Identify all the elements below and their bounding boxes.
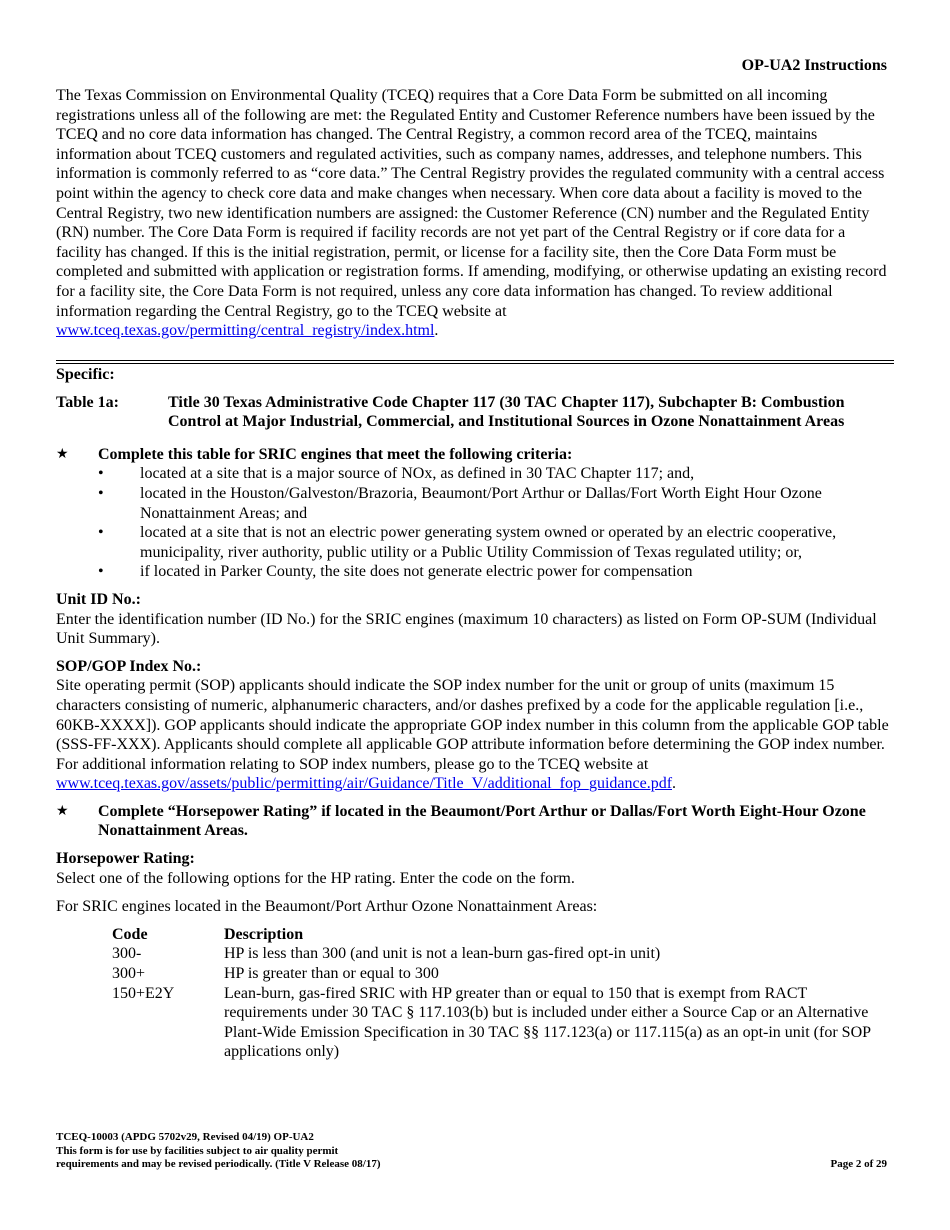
specific-heading: Specific: [56, 366, 115, 383]
footer-line-2: This form is for use by facilities subject to air quality permit [56, 1144, 339, 1157]
code-cell: 300- [112, 945, 142, 963]
footer-form-id: TCEQ-10003 (APDG 5702v29, Revised 04/19) OP-UA2 [56, 1131, 314, 1143]
star-icon: ★ [56, 803, 69, 819]
star-icon: ★ [56, 446, 69, 462]
horsepower-text-2: For SRIC engines located in the Beaumont/Port Arthur Ozone Nonattainment Areas: [56, 898, 598, 916]
list-item [56, 484, 892, 523]
table-row [112, 944, 892, 964]
intro-end: . [434, 322, 439, 340]
footer-line-3: requirements and may be revised periodically. (Title V Release 08/17) [56, 1158, 381, 1170]
list-item-text: located at a site that is not an electric power generating system owned or operated by an electric cooperative, municipality, river authority, public utility or a Public Utility Commission of Texas regulated utility; or, [140, 524, 837, 561]
code-cell: 300+ [112, 965, 146, 983]
section-divider [56, 360, 894, 364]
list-item [56, 523, 892, 562]
unit-id-section [56, 590, 892, 649]
table-label: Table 1a: [56, 393, 119, 411]
sop-gop-end: . [672, 775, 677, 793]
list-item-text: located in the Houston/Galveston/Brazoria, Beaumont/Port Arthur or Dallas/Fort Worth Eight Hour Ozone Nonattainment Areas; and [140, 484, 822, 522]
horsepower-section [56, 849, 892, 1062]
description-column-header: Description [224, 925, 304, 943]
bullet-icon: • [98, 484, 104, 502]
sop-gop-section [56, 657, 892, 794]
bullet-icon: • [98, 563, 104, 581]
page-number: Page 2 of 29 [830, 1158, 887, 1170]
description-cell: HP is greater than or equal to 300 [224, 965, 439, 983]
code-cell: 150+E2Y [112, 984, 175, 1002]
document-footer [56, 1131, 892, 1172]
criteria-list [56, 464, 892, 582]
horsepower-instruction-text: Complete “Horsepower Rating” if located in the Beaumont/Port Arthur or Dallas/Fort Worth Eight-Hour Ozone Nonattainment Areas. [98, 802, 866, 840]
table-header-row [112, 925, 892, 945]
sop-gop-text: Site operating permit (SOP) applicants should indicate the SOP index number for the unit or group of units (maximum 15 characters consisting of numeric, alphanumeric characters, and/or dashes prefixed by a code for the applicable regulation [i.e., 60KB-XXXX]). GOP applicants should indicate the appropriate GOP index number in this column from the applicable GOP table (SSS-FF-XXX). Applicants should complete all applicable GOP attribute information before determining the GOP index number. For additional information relating to SOP index numbers, please go to the TCEQ website at [56, 677, 889, 773]
list-item [56, 464, 892, 484]
criteria-instruction [56, 445, 892, 465]
table-row [112, 984, 892, 1062]
intro-paragraph [56, 86, 892, 341]
bullet-icon: • [98, 524, 104, 542]
fop-guidance-link[interactable]: www.tceq.texas.gov/assets/public/permitting/air/Guidance/Title_V/additional_fop_guidance.pdf [56, 775, 673, 793]
sop-gop-title: SOP/GOP Index No.: [56, 657, 202, 675]
description-cell: HP is less than 300 (and unit is not a lean-burn gas-fired opt-in unit) [224, 945, 661, 963]
document-header-title: OP-UA2 Instructions [741, 57, 887, 74]
code-column-header: Code [112, 925, 148, 943]
criteria-instruction-text: Complete this table for SRIC engines that meet the following criteria: [98, 445, 573, 463]
table-heading [56, 393, 892, 432]
list-item-text: if located in Parker County, the site does not generate electric power for compensation [140, 563, 693, 581]
horsepower-instruction [56, 802, 892, 841]
main-content [56, 365, 892, 1062]
horsepower-title: Horsepower Rating: [56, 850, 195, 868]
sop-gop-paragraph [56, 676, 892, 794]
horsepower-code-table [112, 925, 892, 1062]
horsepower-text-1: Select one of the following options for the HP rating. Enter the code on the form. [56, 869, 575, 887]
unit-id-title: Unit ID No.: [56, 590, 141, 608]
list-item-text: located at a site that is a major source of NOx, as defined in 30 TAC Chapter 117; and, [140, 465, 695, 483]
list-item [56, 562, 892, 582]
table-title: Title 30 Texas Administrative Code Chapter 117 (30 TAC Chapter 117), Subchapter B: Combustion Control at Major Industrial, Commercial, and Institutional Sources in Ozone Nonattainment Areas [168, 393, 845, 431]
bullet-icon: • [98, 465, 104, 483]
central-registry-link[interactable]: www.tceq.texas.gov/permitting/central_registry/index.html [56, 322, 435, 340]
description-cell: Lean-burn, gas-fired SRIC with HP greater than or equal to 150 that is exempt from RACT requirements under 30 TAC § 117.103(b) but is included under either a Source Cap or an Alternative Plant-Wide Emission Specification in 30 TAC §§ 117.123(a) or 117.115(a) as an opt-in unit (for SOP applications only) [224, 984, 871, 1061]
unit-id-text: Enter the identification number (ID No.) for the SRIC engines (maximum 10 characters) as listed on Form OP-SUM (Individual Unit Summary). [56, 610, 877, 648]
table-row [112, 964, 892, 984]
intro-text: The Texas Commission on Environmental Quality (TCEQ) requires that a Core Data Form be submitted on all incoming registrations unless all of the following are met: the Regulated Entity and Customer Reference numbers have been issued by the TCEQ and no core data information has changed. The Central Registry, a common record area of the TCEQ, maintains information about TCEQ customers and regulated activities, such as company names, addresses, and telephone numbers. This information is commonly referred to as “core data.” The Central Registry provides the regulated community with a central access point within the agency to check core data and make changes when necessary. When core data about a facility is moved to the Central Registry, two new identification numbers are assigned: the Customer Reference (CN) number and the Regulated Entity (RN) number. The Core Data Form is required if facility records are not yet part of the Central Registry or if core data for a facility has changed. If this is the initial registration, permit, or license for a facility site, then the Core Data Form must be completed and submitted with application or registration forms. If amending, modifying, or otherwise updating an existing record for a facility site, the Core Data Form is not required, unless any core data information has changed. To review additional information regarding the Central Registry, go to the TCEQ website at [56, 87, 887, 320]
